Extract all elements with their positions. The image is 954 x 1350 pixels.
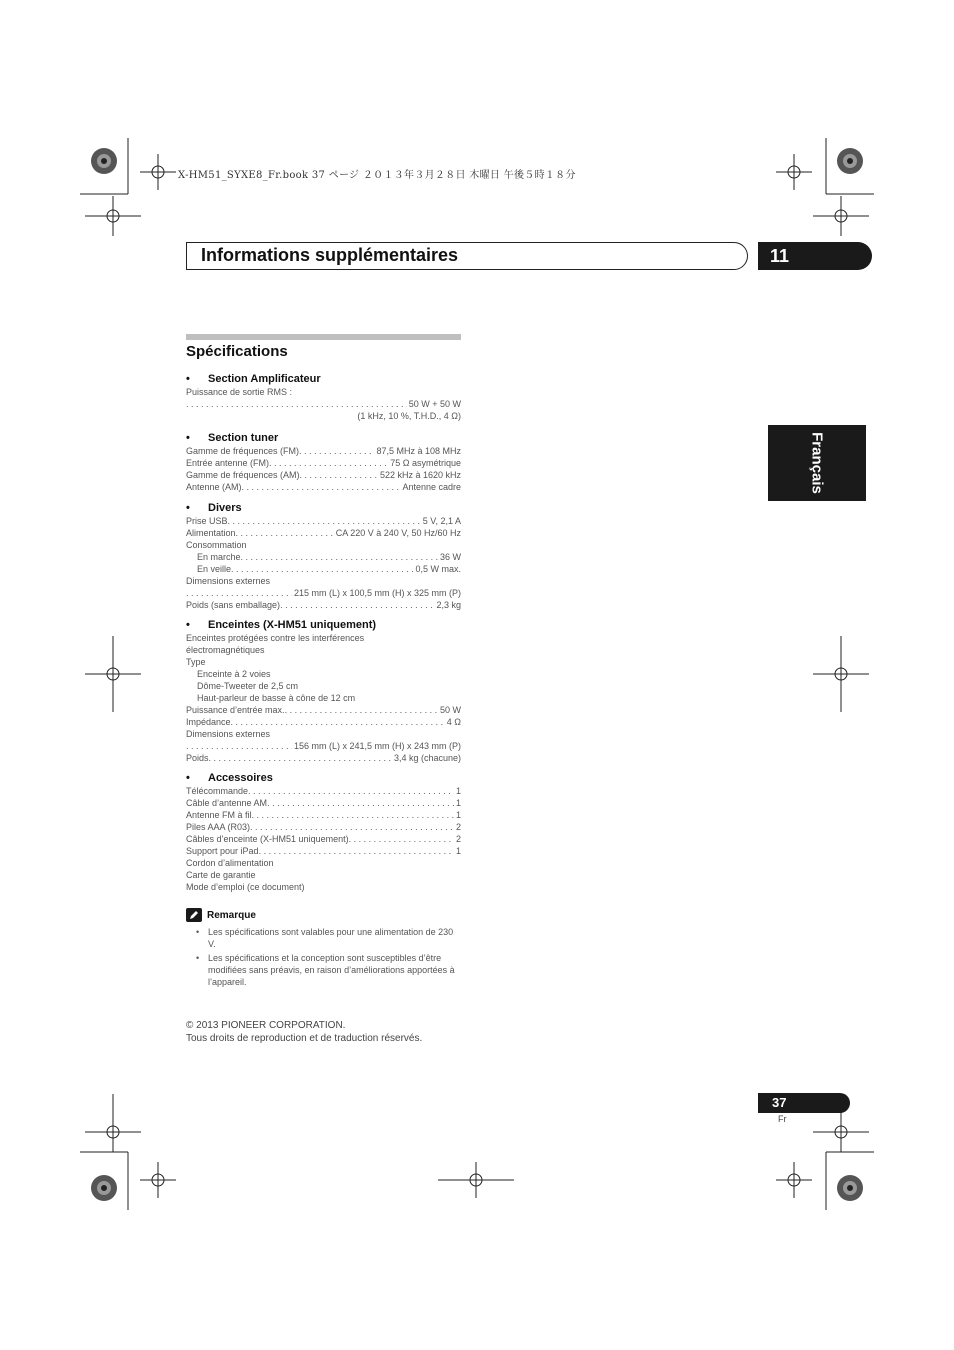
divers-heading: • Divers: [186, 502, 242, 514]
chapter-title: Informations supplémentaires: [201, 245, 459, 265]
spec-label: Haut-parleur de basse à cône de 12 cm: [197, 693, 356, 703]
spec-row: Poids . . . 3,4 kg (chacune): [186, 752, 461, 764]
note-label: Remarque: [207, 909, 256, 921]
pencil-note-icon: [186, 908, 202, 922]
chapter-number: 11: [758, 242, 872, 270]
divers-block: [186, 501, 461, 611]
spec-label: Carte de garantie: [186, 870, 256, 880]
spec-row: Antenne (AM) . . . Antenne cadre: [186, 481, 461, 493]
spec-row: Prise USB . . . 5 V, 2,1 A: [186, 515, 461, 527]
spec-row: En veille . . . 0,5 W max.: [186, 563, 461, 575]
spec-row: Puissance d’entrée max. . . . 50 W: [186, 704, 461, 716]
spec-condition: (1 kHz, 10 %, T.H.D., 4 Ω): [357, 411, 461, 421]
registration-wheel-icon: [91, 1175, 117, 1201]
spec-label: Type: [186, 657, 206, 667]
spec-row: En marche . . . 36 W: [186, 551, 461, 563]
spec-label: électromagnétiques: [186, 645, 265, 655]
section-title: Spécifications: [186, 343, 288, 360]
spec-row: Impédance . . . 4 Ω: [186, 716, 461, 728]
registration-wheel-icon: [837, 1175, 863, 1201]
language-label: Français: [808, 432, 826, 494]
spec-label: Dôme-Tweeter de 2,5 cm: [197, 681, 299, 691]
spec-row: Câbles d’enceinte (X-HM51 uniquement) . . . 2: [186, 833, 461, 845]
note-item: • Les spécifications et la conception sont susceptibles d’être modifiées sans préavis, en raison d’améliorations apportées à l’appareil.: [196, 953, 455, 987]
spec-row: Piles AAA (R03) . . . 2: [186, 821, 461, 833]
section-rule: [186, 334, 461, 340]
chapter-title-bar: [186, 242, 748, 270]
language-tab: [768, 425, 866, 501]
amplifier-heading: • Section Amplificateur: [186, 373, 321, 385]
copyright: © 2013 PIONEER CORPORATION.: [186, 1020, 346, 1031]
spec-label: Dimensions externes: [186, 576, 271, 586]
speakers-block: [186, 618, 461, 764]
spec-row: Gamme de fréquences (AM) . . . 522 kHz à 1620 kHz: [186, 469, 461, 481]
spec-row: . . . 215 mm (L) x 100,5 mm (H) x 325 mm (P): [186, 587, 461, 599]
spec-row: Alimentation . . . CA 220 V à 240 V, 50 Hz/60 Hz: [186, 527, 461, 539]
file-header: X-HM51_SYXE8_Fr.book 37 ページ ２０１３年３月２８日 木曜日 午後５時１８分: [178, 170, 576, 181]
spec-label: Cordon d’alimentation: [186, 858, 274, 868]
spec-label: Dimensions externes: [186, 729, 271, 739]
spec-label: Mode d’emploi (ce document): [186, 882, 305, 892]
spec-row: Support pour iPad . . . 1: [186, 845, 461, 857]
note-list: [196, 926, 461, 990]
note-item: • Les spécifications sont valables pour une alimentation de 230 V.: [196, 927, 454, 949]
amplifier-block: [186, 372, 461, 422]
accessories-block: [186, 771, 461, 893]
spec-row: Antenne FM à fil . . . 1: [186, 809, 461, 821]
page-number: 37: [758, 1093, 850, 1113]
accessories-heading: • Accessoires: [186, 772, 273, 784]
spec-row: Télécommande . . . 1: [186, 785, 461, 797]
spec-row: . . . 156 mm (L) x 241,5 mm (H) x 243 mm (P): [186, 740, 461, 752]
tuner-heading: • Section tuner: [186, 432, 279, 444]
note-header: [186, 907, 256, 923]
spec-label: Consommation: [186, 540, 247, 550]
registration-wheel-icon: [837, 148, 863, 174]
speakers-heading: • Enceintes (X-HM51 uniquement): [186, 619, 377, 631]
registration-wheel-icon: [91, 148, 117, 174]
spec-row: Entrée antenne (FM) . . . 75 Ω asymétrique: [186, 457, 461, 469]
spec-row: Poids (sans emballage) . . . 2,3 kg: [186, 599, 461, 611]
spec-row: Câble d’antenne AM . . . 1: [186, 797, 461, 809]
tuner-block: [186, 431, 461, 493]
rights-notice: Tous droits de reproduction et de traduction réservés.: [186, 1033, 423, 1044]
spec-label: Puissance de sortie RMS :: [186, 387, 293, 397]
spec-row: . . . 50 W + 50 W: [186, 398, 461, 410]
spec-label: Enceintes protégées contre les interférences: [186, 633, 365, 643]
spec-row: Gamme de fréquences (FM) . . . 87,5 MHz à 108 MHz: [186, 445, 461, 457]
page-language: Fr: [778, 1114, 787, 1124]
spec-label: Enceinte à 2 voies: [197, 669, 271, 679]
